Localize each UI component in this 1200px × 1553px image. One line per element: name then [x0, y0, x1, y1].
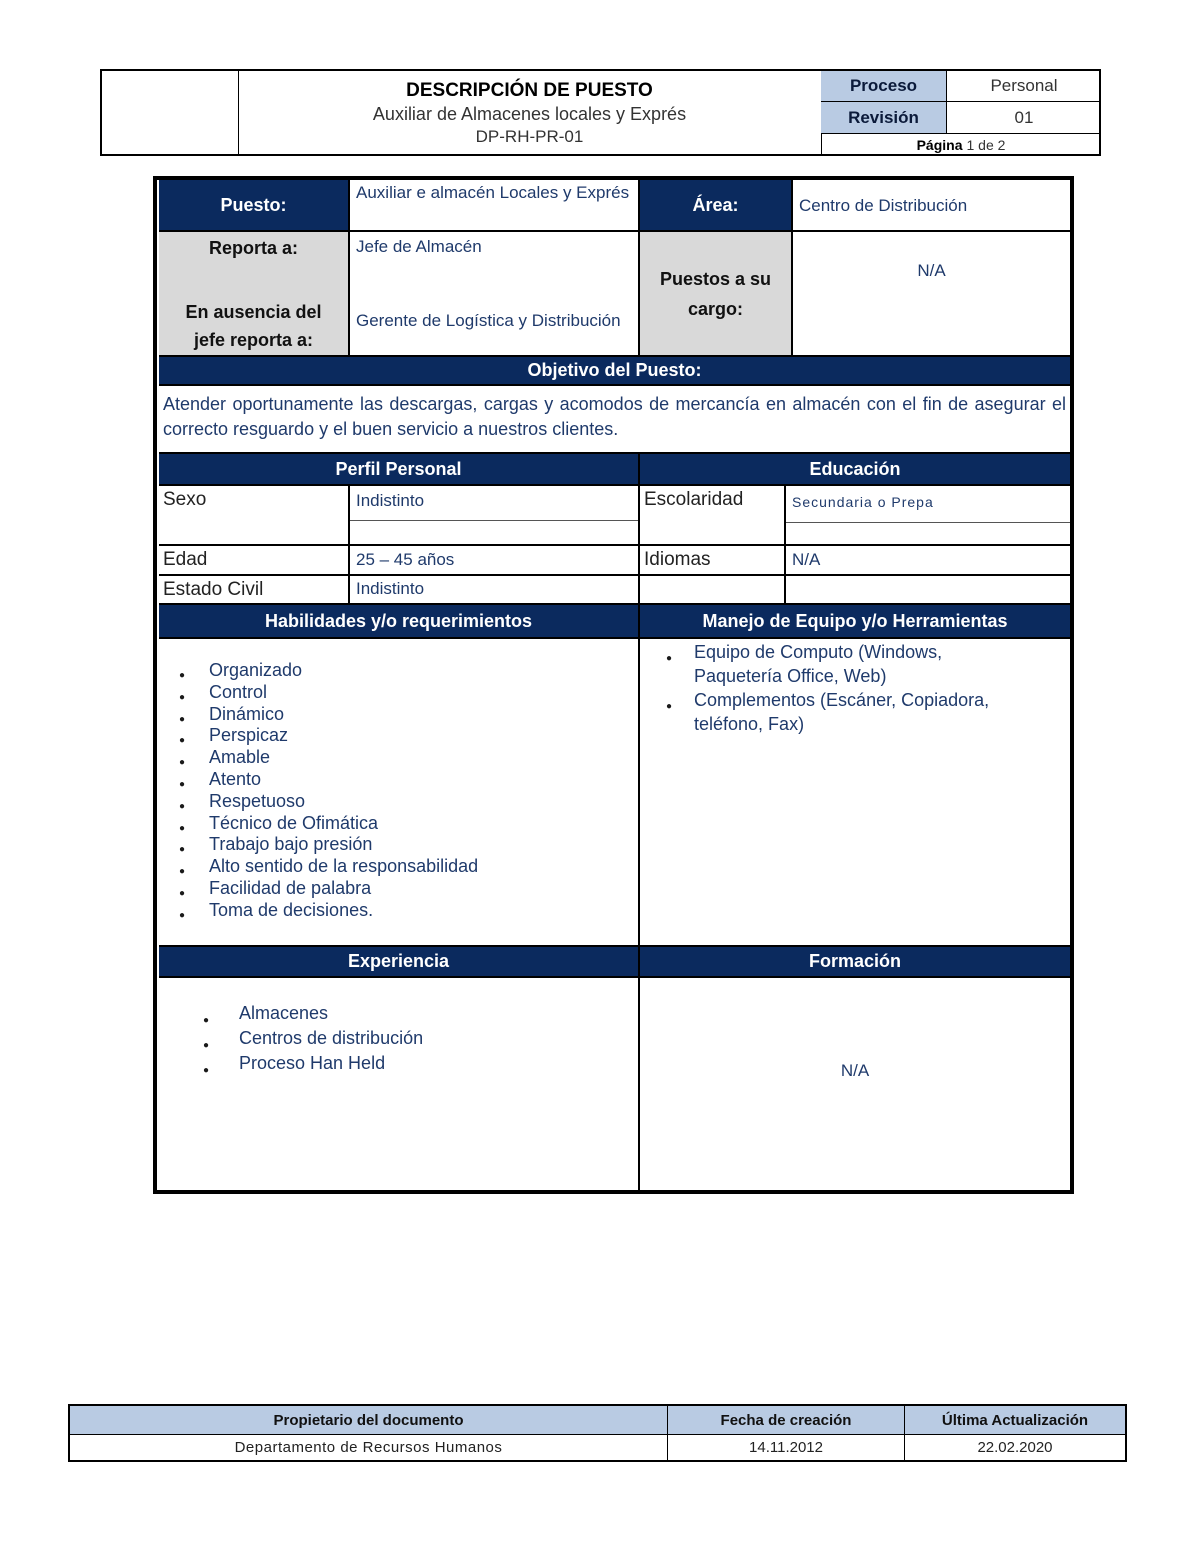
idiomas-value: N/A: [786, 546, 1070, 576]
logo-placeholder: [102, 71, 239, 154]
document-header: [100, 69, 1101, 156]
habilidades-header: Habilidades y/o requerimientos: [159, 605, 640, 639]
list-item: ● Organizado: [209, 660, 478, 682]
list-item: ● Atento: [209, 769, 478, 791]
reporta-label: Reporta a:: [208, 238, 298, 258]
escolaridad-value: Secundaria o Prepa: [786, 486, 1070, 523]
job-description-form: [153, 176, 1074, 1194]
idiomas-label: Idiomas: [640, 546, 786, 576]
formacion-value: N/A: [840, 1061, 870, 1080]
puesto-label: Puesto:: [159, 180, 350, 232]
updated-label: Última Actualización: [905, 1406, 1125, 1435]
reporta-value: Jefe de Almacén: [356, 237, 482, 256]
document-title: DESCRIPCIÓN DE PUESTO: [406, 80, 653, 101]
created-label: Fecha de creación: [668, 1406, 905, 1435]
sexo-value-cell: [350, 486, 640, 546]
ausencia-label: En ausencia del jefe reporta a:: [185, 302, 322, 350]
list-item: ● Facilidad de palabra: [209, 878, 478, 900]
habilidades-cell: [159, 639, 640, 947]
updated-value: 22.02.2020: [977, 1439, 1053, 1456]
escolaridad-label: Escolaridad: [640, 486, 786, 546]
equipo-cell: [640, 639, 1070, 947]
page-value: 1 de 2: [966, 137, 1006, 153]
educacion-header: Educación: [640, 454, 1070, 486]
list-item: ● Perspicaz: [209, 725, 478, 747]
ausencia-value: Gerente de Logística y Distribución: [356, 311, 621, 330]
created-value: 14.11.2012: [668, 1435, 905, 1460]
habilidades-list: [209, 660, 478, 922]
list-item: ● Control: [209, 682, 478, 704]
list-item: ● Toma de decisiones.: [209, 900, 478, 922]
title-block: [238, 71, 822, 154]
document-footer: [68, 1404, 1127, 1462]
equipo-list: [694, 640, 1030, 736]
edad-label: Edad: [159, 546, 350, 576]
list-item: ● Respetuoso: [209, 791, 478, 813]
experiencia-header: Experiencia: [159, 947, 640, 978]
sexo-label: Sexo: [159, 486, 350, 546]
document-subtitle: Auxiliar de Almacenes locales y Exprés: [372, 104, 687, 124]
puestos-cargo-value-cell: [793, 232, 1070, 357]
objetivo-header: Objetivo del Puesto:: [159, 357, 1070, 386]
reporta-label-cell: [159, 232, 350, 357]
revision-value: 01: [947, 102, 1101, 134]
proceso-value: Personal: [947, 71, 1101, 102]
edad-value: 25 – 45 años: [350, 546, 640, 576]
list-item: ● Equipo de Computo (Windows, Paquetería Office, Web): [694, 640, 1030, 688]
list-item: ● Almacenes: [239, 1001, 423, 1026]
formacion-header: Formación: [640, 947, 1070, 978]
puestos-cargo-label: Puestos a su cargo:: [659, 268, 772, 319]
page-indicator: [821, 134, 1101, 156]
escolaridad-value-cell: [786, 486, 1070, 546]
list-item: ● Trabajo bajo presión: [209, 834, 478, 856]
experiencia-cell: [159, 978, 640, 1190]
formacion-cell: [640, 978, 1070, 1190]
estado-civil-value: Indistinto: [350, 576, 640, 605]
area-value: Centro de Distribución: [793, 180, 1070, 232]
list-item: ● Dinámico: [209, 704, 478, 726]
list-item: ● Técnico de Ofimática: [209, 813, 478, 835]
puesto-value: Auxiliar e almacén Locales y Exprés: [350, 180, 640, 232]
educacion-empty-value: [786, 576, 1070, 605]
page-label: Página: [916, 137, 963, 153]
proceso-label: Proceso: [821, 71, 947, 102]
list-item: ● Proceso Han Held: [239, 1051, 423, 1076]
objetivo-text: Atender oportunamente las descargas, cargas y acomodos de mercancía en almacén con el fin de asegurar el correcto resguardo y el buen servicio a nuestros clientes.: [163, 394, 1066, 439]
reporta-value-cell: [350, 232, 640, 357]
area-label: Área:: [640, 180, 793, 232]
puestos-cargo-label-cell: [640, 232, 793, 357]
list-item: ● Complementos (Escáner, Copiadora, teléfono, Fax): [694, 688, 1030, 736]
perfil-header: Perfil Personal: [159, 454, 640, 486]
objetivo-text-cell: [159, 386, 1070, 454]
revision-label: Revisión: [821, 102, 947, 134]
list-item: ● Alto sentido de la responsabilidad: [209, 856, 478, 878]
document-code: DP-RH-PR-01: [475, 127, 584, 146]
educacion-empty-label: [640, 576, 786, 605]
list-item: ● Amable: [209, 747, 478, 769]
estado-civil-label: Estado Civil: [159, 576, 350, 605]
owner-value: Departamento de Recursos Humanos: [70, 1435, 668, 1460]
list-item: ● Centros de distribución: [239, 1026, 423, 1051]
puestos-cargo-value: N/A: [917, 261, 946, 280]
equipo-header: Manejo de Equipo y/o Herramientas: [640, 605, 1070, 639]
experiencia-list: [239, 1001, 423, 1076]
owner-label: Propietario del documento: [70, 1406, 668, 1435]
sexo-value: Indistinto: [350, 486, 638, 521]
